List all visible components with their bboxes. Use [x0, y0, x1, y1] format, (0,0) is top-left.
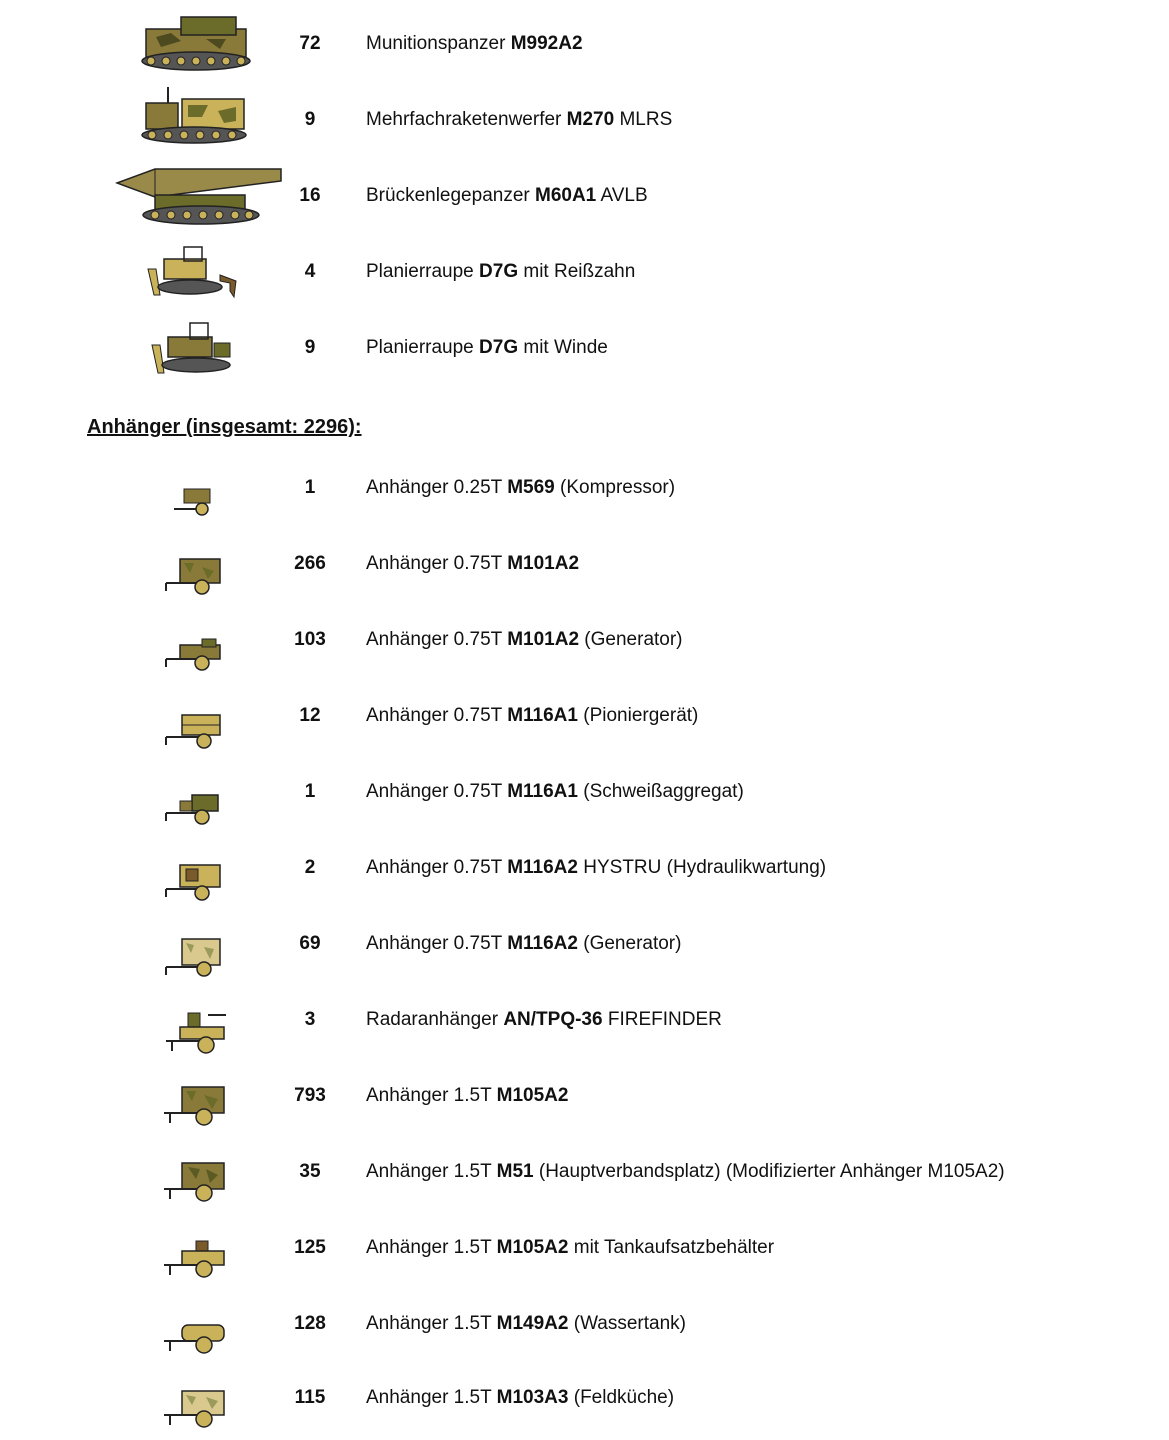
welding-trailer-icon — [162, 755, 226, 831]
cargo-trailer-icon — [160, 1059, 230, 1135]
cargo-trailer-icon — [162, 527, 226, 603]
trailer-description: Anhänger 0.75T M116A2 (Generator) — [366, 933, 682, 954]
trailer-row — [0, 1287, 1169, 1363]
trailer-count: 793 — [294, 1085, 326, 1106]
vehicle-description: Munitionspanzer M992A2 — [366, 33, 583, 54]
trailer-description: Anhänger 1.5T M103A3 (Feldküche) — [366, 1387, 675, 1408]
trailer-row — [0, 679, 1169, 755]
trailer-row — [0, 755, 1169, 831]
trailer-description: Anhänger 0.25T M569 (Kompressor) — [366, 477, 676, 498]
trailer-count: 125 — [294, 1237, 326, 1258]
medical-trailer-icon — [160, 1135, 230, 1211]
trailer-count: 1 — [304, 781, 316, 802]
trailer-count: 266 — [294, 553, 326, 574]
vehicle-description: Planierraupe D7G mit Reißzahn — [366, 261, 636, 282]
trailer-row — [0, 1059, 1169, 1135]
vehicle-row — [0, 83, 1169, 159]
trailer-count: 2 — [304, 857, 316, 878]
vehicle-description: Brückenlegepanzer M60A1 AVLB — [366, 185, 648, 206]
vehicle-row — [0, 7, 1169, 83]
trailer-count: 1 — [304, 477, 316, 498]
trailers-heading: Anhänger (insgesamt: 2296): — [87, 416, 362, 438]
field-kitchen-trailer-icon — [160, 1361, 230, 1437]
bulldozer-ripper-icon — [144, 235, 244, 311]
trailer-description: Anhänger 0.75T M116A2 HYSTRU (Hydraulikwartung) — [366, 857, 827, 878]
trailer-row — [0, 603, 1169, 679]
vehicle-row — [0, 159, 1169, 235]
water-tank-trailer-icon — [160, 1287, 230, 1363]
generator-trailer-icon — [162, 907, 226, 983]
trailer-count: 12 — [299, 705, 321, 726]
trailer-row — [0, 907, 1169, 983]
radar-trailer-icon — [162, 983, 232, 1059]
bridge-layer-icon — [115, 159, 283, 235]
trailer-description: Anhänger 0.75T M116A1 (Pioniergerät) — [366, 705, 699, 726]
vehicle-count: 9 — [304, 337, 316, 358]
compressor-trailer-icon — [172, 451, 222, 527]
trailer-count: 35 — [299, 1161, 321, 1182]
trailer-row — [0, 1135, 1169, 1211]
vehicle-count: 16 — [299, 185, 321, 206]
vehicle-count: 72 — [299, 33, 321, 54]
vehicle-count: 4 — [304, 261, 316, 282]
trailer-description: Anhänger 0.75T M101A2 — [366, 553, 580, 574]
trailer-row — [0, 527, 1169, 603]
trailer-count: 69 — [299, 933, 321, 954]
vehicle-row — [0, 235, 1169, 311]
generator-trailer-icon — [162, 603, 226, 679]
rocket-launcher-icon — [138, 83, 250, 159]
trailer-description: Anhänger 0.75T M116A1 (Schweißaggregat) — [366, 781, 744, 802]
vehicle-row — [0, 311, 1169, 387]
trailer-description: Radaranhänger AN/TPQ-36 FIREFINDER — [366, 1009, 722, 1030]
trailer-description: Anhänger 1.5T M149A2 (Wassertank) — [366, 1313, 687, 1334]
trailer-row — [0, 983, 1169, 1059]
trailer-description: Anhänger 1.5T M51 (Hauptverbandsplatz) (Modifizierter Anhänger M105A2) — [366, 1161, 1005, 1182]
trailer-row — [0, 1211, 1169, 1287]
vehicle-description: Mehrfachraketenwerfer M270 MLRS — [366, 109, 673, 130]
tracked-ammo-carrier-icon — [136, 7, 256, 83]
hydraulic-trailer-icon — [162, 831, 226, 907]
bulldozer-winch-icon — [148, 311, 240, 387]
tank-trailer-icon — [160, 1211, 230, 1287]
engineer-trailer-icon — [162, 679, 226, 755]
trailer-count: 3 — [304, 1009, 316, 1030]
vehicle-description: Planierraupe D7G mit Winde — [366, 337, 608, 358]
trailer-row — [0, 831, 1169, 907]
vehicle-count: 9 — [304, 109, 316, 130]
trailer-row — [0, 451, 1169, 527]
trailer-description: Anhänger 1.5T M105A2 — [366, 1085, 569, 1106]
trailer-description: Anhänger 0.75T M101A2 (Generator) — [366, 629, 683, 650]
trailer-count: 103 — [294, 629, 326, 650]
trailer-row — [0, 1361, 1169, 1437]
trailer-description: Anhänger 1.5T M105A2 mit Tankaufsatzbehälter — [366, 1237, 775, 1258]
trailer-count: 128 — [294, 1313, 326, 1334]
trailer-count: 115 — [294, 1387, 326, 1408]
